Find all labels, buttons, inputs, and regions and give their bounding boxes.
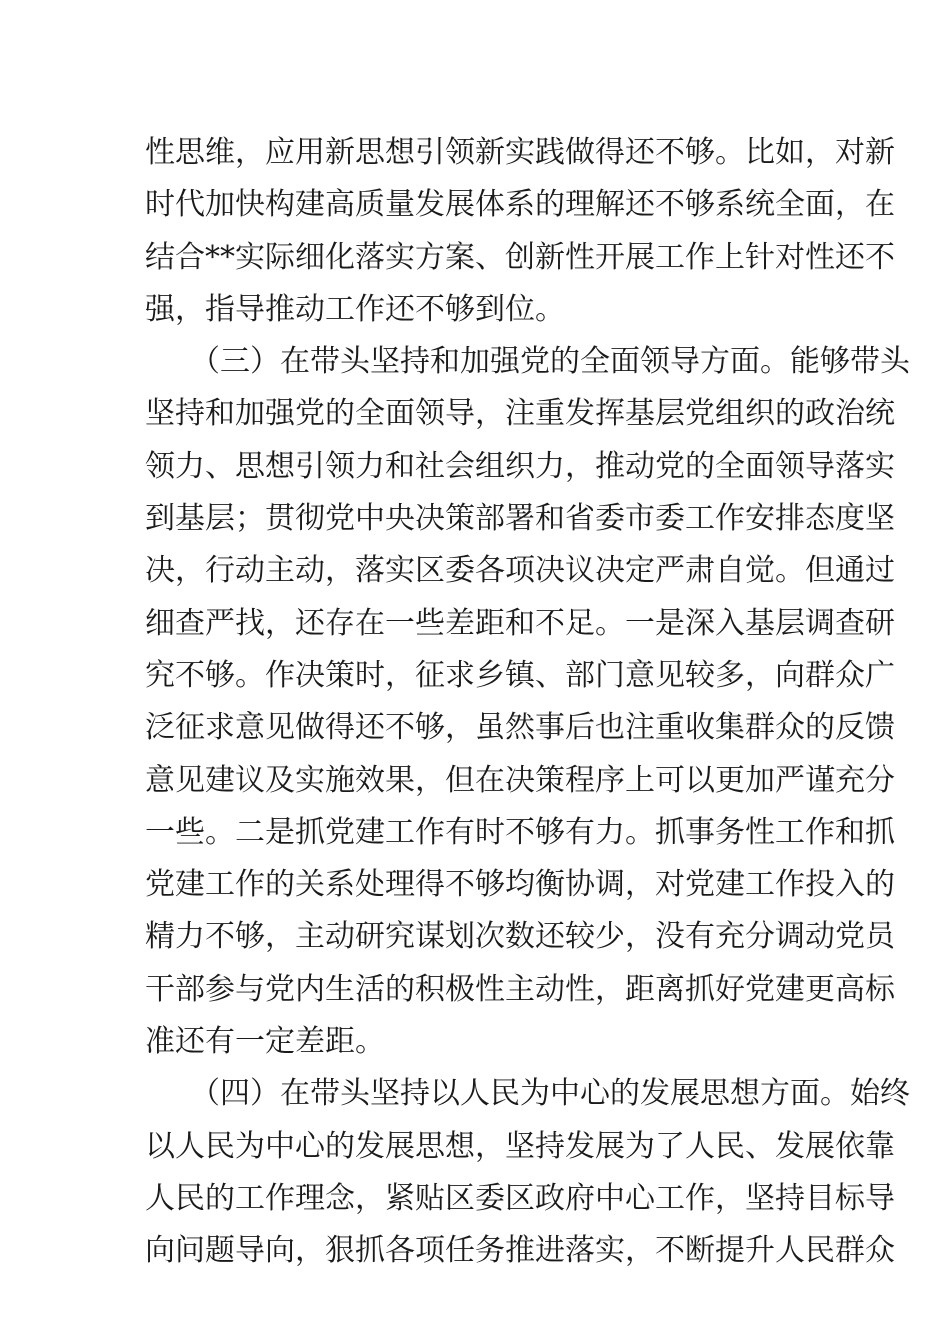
body-text <box>145 127 910 1278</box>
text-line: 性思维，应用新思想引领新实践做得还不够。比如，对新 <box>145 135 895 170</box>
text-line: 到基层；贯彻党中央决策部署和省委市委工作安排态度坚 <box>145 501 895 537</box>
text-line: 究不够。作决策时，征求乡镇、部门意见较多，向群众广 <box>145 657 895 693</box>
text-line: 党建工作的关系处理得不够均衡协调，对党建工作投入的 <box>145 867 895 903</box>
text-line: 一些。二是抓党建工作有时不够有力。抓事务性工作和抓 <box>145 814 895 850</box>
text-line: 向问题导向，狠抓各项任务推进落实，不断提升人民群众 <box>145 1233 895 1269</box>
section-heading-line: （三）在带头坚持和加强党的全面领导方面。能够带头 <box>190 344 910 380</box>
text-line: 时代加快构建高质量发展体系的理解还不够系统全面，在 <box>145 187 895 223</box>
text-line: 坚持和加强党的全面领导，注重发挥基层党组织的政治统 <box>145 396 895 432</box>
text-line: 精力不够，主动研究谋划次数还较少，没有充分调动党员 <box>145 919 895 955</box>
paragraph-section-3 <box>145 336 910 1068</box>
paragraph-continuation <box>145 127 895 336</box>
text-line: 领力、思想引领力和社会组织力，推动党的全面领导落实 <box>145 448 895 484</box>
text-line: 意见建议及实施效果，但在决策程序上可以更加严谨充分 <box>145 762 895 798</box>
text-line: 干部参与党内生活的积极性主动性，距离抓好党建更高标 <box>145 971 895 1007</box>
text-line: 泛征求意见做得还不够，虽然事后也注重收集群众的反馈 <box>145 710 895 746</box>
section-heading-line: （四）在带头坚持以人民为中心的发展思想方面。始终 <box>190 1076 910 1112</box>
text-line: 决，行动主动，落实区委各项决议决定严肃自觉。但通过 <box>145 553 895 589</box>
paragraph-section-4 <box>145 1068 910 1277</box>
text-line: 以人民为中心的发展思想，坚持发展为了人民、发展依靠 <box>145 1128 895 1164</box>
text-line: 强，指导推动工作还不够到位。 <box>145 291 565 327</box>
text-line: 结合**实际细化落实方案、创新性开展工作上针对性还不 <box>145 239 895 275</box>
text-line: 人民的工作理念，紧贴区委区政府中心工作，坚持目标导 <box>145 1180 895 1216</box>
text-line: 准还有一定差距。 <box>145 1024 385 1060</box>
text-line: 细查严找，还存在一些差距和不足。一是深入基层调查研 <box>145 605 895 641</box>
